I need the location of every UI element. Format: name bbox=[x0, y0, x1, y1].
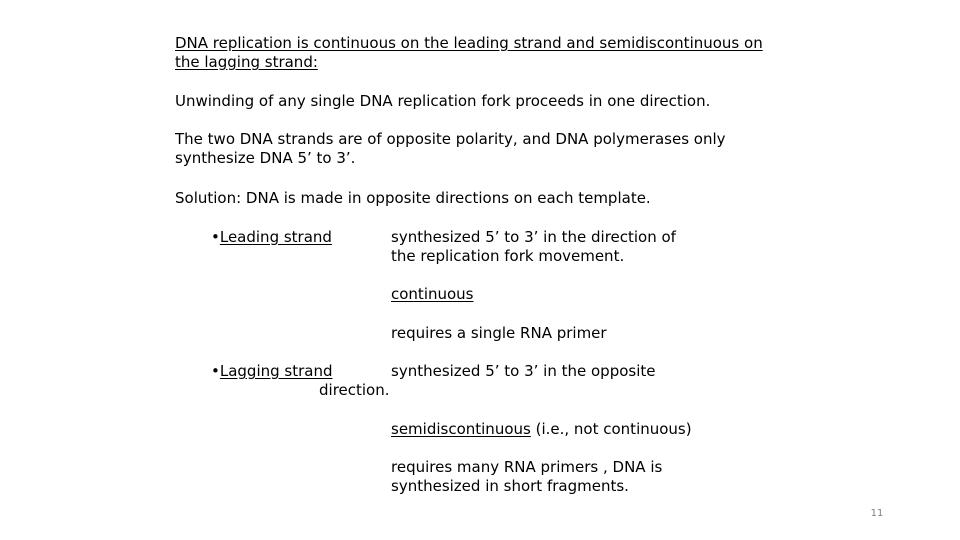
leading-desc-line-1: synthesized 5’ to 3’ in the direction of bbox=[391, 228, 676, 246]
lagging-bullet bbox=[211, 362, 333, 381]
leading-bullet bbox=[211, 228, 332, 247]
page-number: 11 bbox=[870, 508, 884, 519]
leading-continuous: continuous bbox=[391, 285, 474, 303]
lagging-desc-line-1: synthesized 5’ to 3’ in the opposite bbox=[391, 362, 656, 380]
paragraph-polarity-line-1: The two DNA strands are of opposite polarity, and DNA polymerases only bbox=[175, 130, 726, 148]
heading-line-2: the lagging strand: bbox=[175, 53, 318, 71]
bullet-icon: • bbox=[211, 362, 220, 380]
paragraph-polarity-line-2: synthesize DNA 5’ to 3’. bbox=[175, 149, 356, 167]
semidiscontinuous-term: semidiscontinuous bbox=[391, 420, 531, 438]
leading-strand-label: Leading strand bbox=[219, 228, 332, 246]
lagging-primer-line-2: synthesized in short fragments. bbox=[391, 477, 629, 495]
lagging-strand-label: Lagging strand bbox=[219, 362, 333, 380]
lagging-desc-line-2: direction. bbox=[319, 381, 390, 399]
leading-primer: requires a single RNA primer bbox=[391, 324, 607, 342]
lagging-semidiscontinuous bbox=[391, 420, 692, 439]
paragraph-unwinding: Unwinding of any single DNA replication fork proceeds in one direction. bbox=[175, 92, 711, 110]
lagging-primer-line-1: requires many RNA primers , DNA is bbox=[391, 458, 663, 476]
bullet-icon: • bbox=[211, 228, 220, 246]
heading-line-1: DNA replication is continuous on the leading strand and semidiscontinuous on bbox=[175, 34, 763, 52]
semidiscontinuous-note: (i.e., not continuous) bbox=[530, 420, 692, 438]
solution-text: Solution: DNA is made in opposite directions on each template. bbox=[175, 189, 651, 207]
leading-desc-line-2: the replication fork movement. bbox=[391, 247, 625, 265]
